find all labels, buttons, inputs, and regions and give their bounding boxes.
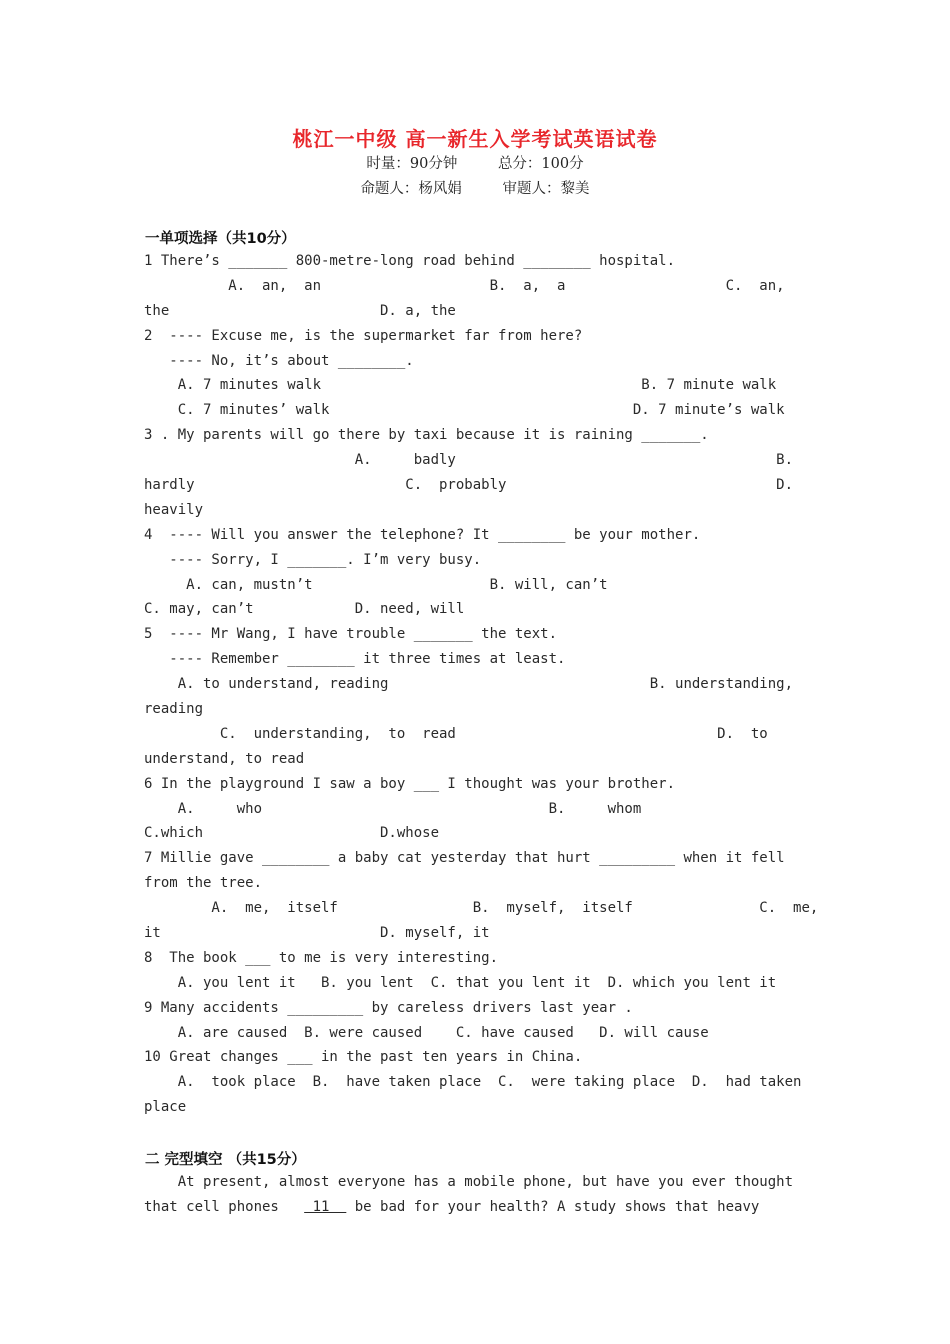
text-line: 3 . My parents will go there by taxi because it is raining _______. [144,427,709,443]
text-line: A. are caused B. were caused C. have caused D. will cause [144,1025,709,1041]
text-line: the D. a, the [144,303,456,319]
text-line: place [144,1099,187,1115]
exam-reviewer: 审题人：黎美 [502,181,590,197]
text-line: heavily [144,502,204,518]
text-line: C. 7 minutes’ walk D. 7 minute’s walk [144,402,785,418]
text-line: it D. myself, it [144,925,490,941]
text-line: C. may, can’t D. need, will [144,601,465,617]
text-line: 1 There’s _______ 800-metre-long road behind ________ hospital. [144,253,676,269]
text-line: 6 In the playground I saw a boy ___ I thought was your brother. [144,776,676,792]
text-line: 9 Many accidents _________ by careless drivers last year . [144,1000,633,1016]
cloze-line-1: At present, almost everyone has a mobile phone, but have you ever thought [144,1174,794,1190]
text-line: A. me, itself B. myself, itself C. me, [144,900,819,916]
text-line: hardly C. probably D. [144,477,794,493]
exam-title: 桃江一中级 高一新生入学考试英语试卷 [292,127,658,151]
section-heading-cloze: 二 完型填空 （共15分） [145,1152,306,1168]
text-line: A. an, an B. a, a C. an, [144,278,785,294]
text-line: reading [144,701,204,717]
exam-total-score: 总分：100分 [497,156,584,172]
exam-meta-line-1 [0,152,950,173]
text-line: A. to understand, reading B. understanding, [144,676,794,692]
section-heading-multiple-choice: 一单项选择（共10分） [145,231,296,247]
exam-time: 时量：90分钟 [366,156,458,172]
text-line: 2 ---- Excuse me, is the supermarket far from here? [144,328,583,344]
cloze-text: that cell phones [144,1199,305,1215]
text-line: A. can, mustn’t B. will, can’t [144,577,608,593]
text-line: understand, to read [144,751,305,767]
text-line: A. 7 minutes walk B. 7 minute walk [144,377,777,393]
exam-author: 命题人：杨风娟 [360,181,462,197]
text-line: 4 ---- Will you answer the telephone? It ________ be your mother. [144,527,701,543]
text-line: 5 ---- Mr Wang, I have trouble _______ the text. [144,626,558,642]
text-line: C. understanding, to read D. to [144,726,768,742]
text-line: ---- Sorry, I _______. I’m very busy. [144,552,482,568]
text-line: ---- No, it’s about ________. [144,353,414,369]
text-line: 7 Millie gave ________ a baby cat yesterday that hurt _________ when it fell [144,850,785,866]
text-line: A. took place B. have taken place C. were taking place D. had taken [144,1074,802,1090]
text-line: C.which D.whose [144,825,440,841]
cloze-text: be bad for your health? A study shows that heavy [346,1199,760,1215]
cloze-blank-11: 11 [304,1199,347,1215]
exam-meta-line-2 [0,177,950,198]
text-line: ---- Remember ________ it three times at least. [144,651,566,667]
cloze-line-2 [144,1199,806,1215]
text-line: A. you lent it B. you lent C. that you lent it D. which you lent it [144,975,777,991]
text-line: from the tree. [144,875,263,891]
text-line: A. who B. whom [144,801,642,817]
text-line: A. badly B. [144,452,794,468]
text-line: 10 Great changes ___ in the past ten years in China. [144,1049,583,1065]
text-line: 8 The book ___ to me is very interesting. [144,950,499,966]
